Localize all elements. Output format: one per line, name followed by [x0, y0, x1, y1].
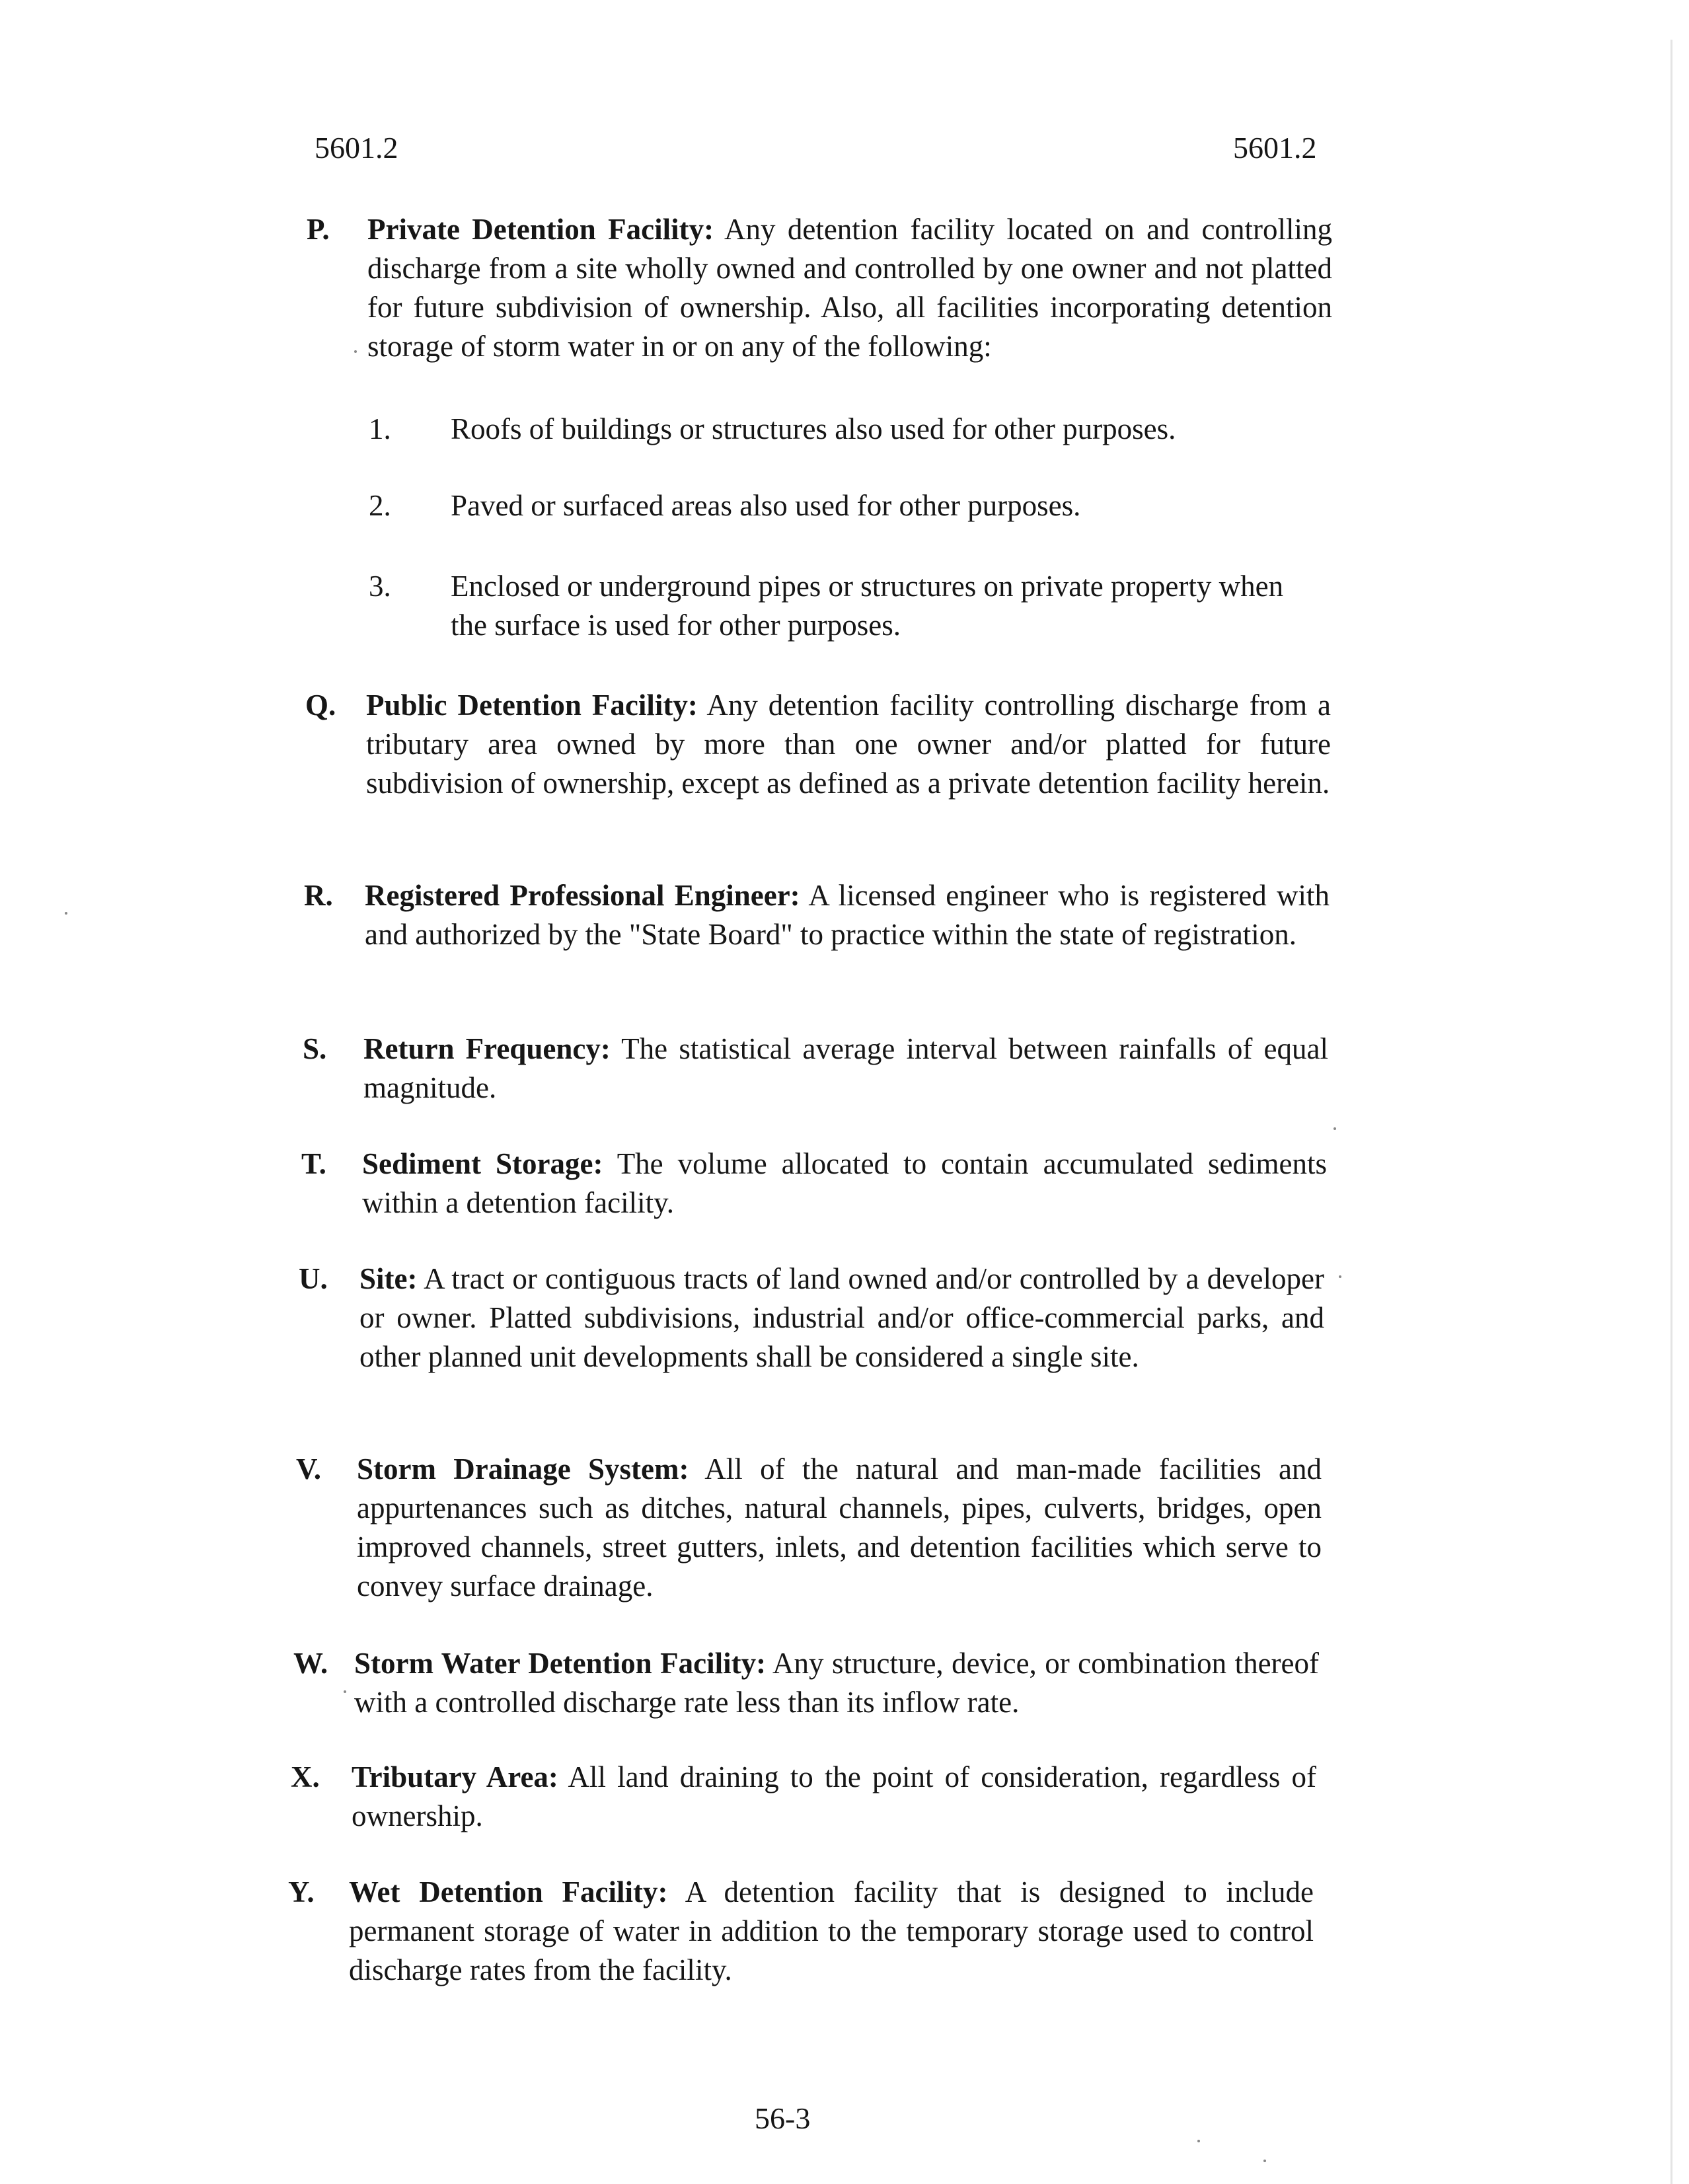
definition-text: A tract or contiguous tracts of land owned and/or controlled by a developer or owner. Platted subdivisions, industrial and/or office-commercial parks, and other planned unit developments shall be considered a single site.	[359, 1262, 1324, 1373]
definition-letter: T.	[301, 1147, 326, 1180]
definition-v	[296, 1450, 1322, 1606]
definition-r	[304, 876, 1330, 954]
definition-term: Site:	[359, 1262, 418, 1295]
definition-letter: U.	[299, 1262, 328, 1295]
sub-item-text: Roofs of buildings or structures also used for other purposes.	[451, 412, 1176, 445]
definition-letter: R.	[304, 879, 333, 912]
page-number: 56-3	[755, 2101, 811, 2135]
definition-x	[291, 1758, 1316, 1836]
definition-p	[307, 210, 1332, 366]
sub-item-number: 1.	[369, 412, 391, 445]
definition-term: Private Detention Facility:	[367, 213, 714, 246]
definition-s	[303, 1030, 1328, 1108]
definition-term: Registered Professional Engineer:	[365, 879, 800, 912]
scan-speck	[1333, 1127, 1336, 1130]
definition-q	[305, 686, 1331, 803]
section-number-left: 5601.2	[315, 131, 398, 165]
definition-text: Any detention facility located on and controlling discharge from a site wholly owned and controlled by one owner and not platted for future subdivision of ownership. Also, all facilities incorporating detention storage of storm water in or on any of the following:	[367, 213, 1332, 363]
definition-text: A detention facility that is designed to include permanent storage of water in addition to the temporary storage used to control discharge rates from the facility.	[349, 1875, 1314, 1986]
definition-text: All land draining to the point of consideration, regardless of ownership.	[352, 1760, 1316, 1832]
definition-term: Sediment Storage:	[362, 1147, 603, 1180]
definition-letter: Q.	[305, 689, 336, 722]
definition-text: A licensed engineer who is registered with and authorized by the "State Board" to practice within the state of registration.	[365, 879, 1330, 951]
definition-term: Tributary Area:	[352, 1760, 558, 1793]
definition-text: All of the natural and man-made facilities and appurtenances such as ditches, natural channels, pipes, culverts, bridges, open improved channels, street gutters, inlets, and detention facilities which serve to convey surface drainage.	[357, 1452, 1322, 1602]
definition-letter: Y.	[288, 1875, 315, 1908]
definition-term: Wet Detention Facility:	[349, 1875, 668, 1908]
sub-item-text: Enclosed or underground pipes or structures on private property when the surface is used for other purposes.	[451, 570, 1284, 642]
definition-letter: W.	[293, 1647, 328, 1680]
sub-item-text: Paved or surfaced areas also used for other purposes.	[451, 489, 1081, 522]
sub-item-number: 3.	[369, 570, 391, 603]
definition-y	[288, 1873, 1314, 1990]
definition-letter: S.	[303, 1032, 327, 1065]
definition-t	[301, 1145, 1327, 1223]
definition-text: The volume allocated to contain accumulated sediments within a detention facility.	[362, 1147, 1327, 1219]
scan-speck	[1263, 2160, 1266, 2162]
scan-speck	[1197, 2140, 1200, 2142]
definition-text: The statistical average interval between rainfalls of equal magnitude.	[363, 1032, 1328, 1104]
definition-u	[299, 1260, 1324, 1376]
sub-item-number: 2.	[369, 489, 391, 522]
scan-speck	[65, 912, 67, 915]
definition-term: Storm Water Detention Facility:	[354, 1647, 767, 1680]
definition-term: Public Detention Facility:	[366, 689, 698, 722]
definition-text: Any detention facility controlling discharge from a tributary area owned by more than one owner and/or platted for future subdivision of ownership, except as defined as a private detention facility herein.	[366, 689, 1331, 800]
definition-letter: V.	[296, 1452, 321, 1486]
definition-w	[293, 1644, 1320, 1722]
scan-speck	[1339, 1275, 1341, 1278]
page-edge-line	[1670, 40, 1672, 2184]
definition-term: Storm Drainage System:	[357, 1452, 689, 1486]
definition-text: Any structure, device, or combination thereof with a controlled discharge rate less than its inflow rate.	[354, 1647, 1320, 1719]
definition-letter: P.	[307, 213, 330, 246]
section-number-right: 5601.2	[1233, 131, 1317, 165]
scan-speck	[354, 350, 357, 353]
scan-speck	[344, 1690, 346, 1693]
definition-term: Return Frequency:	[363, 1032, 611, 1065]
definition-letter: X.	[291, 1760, 320, 1793]
